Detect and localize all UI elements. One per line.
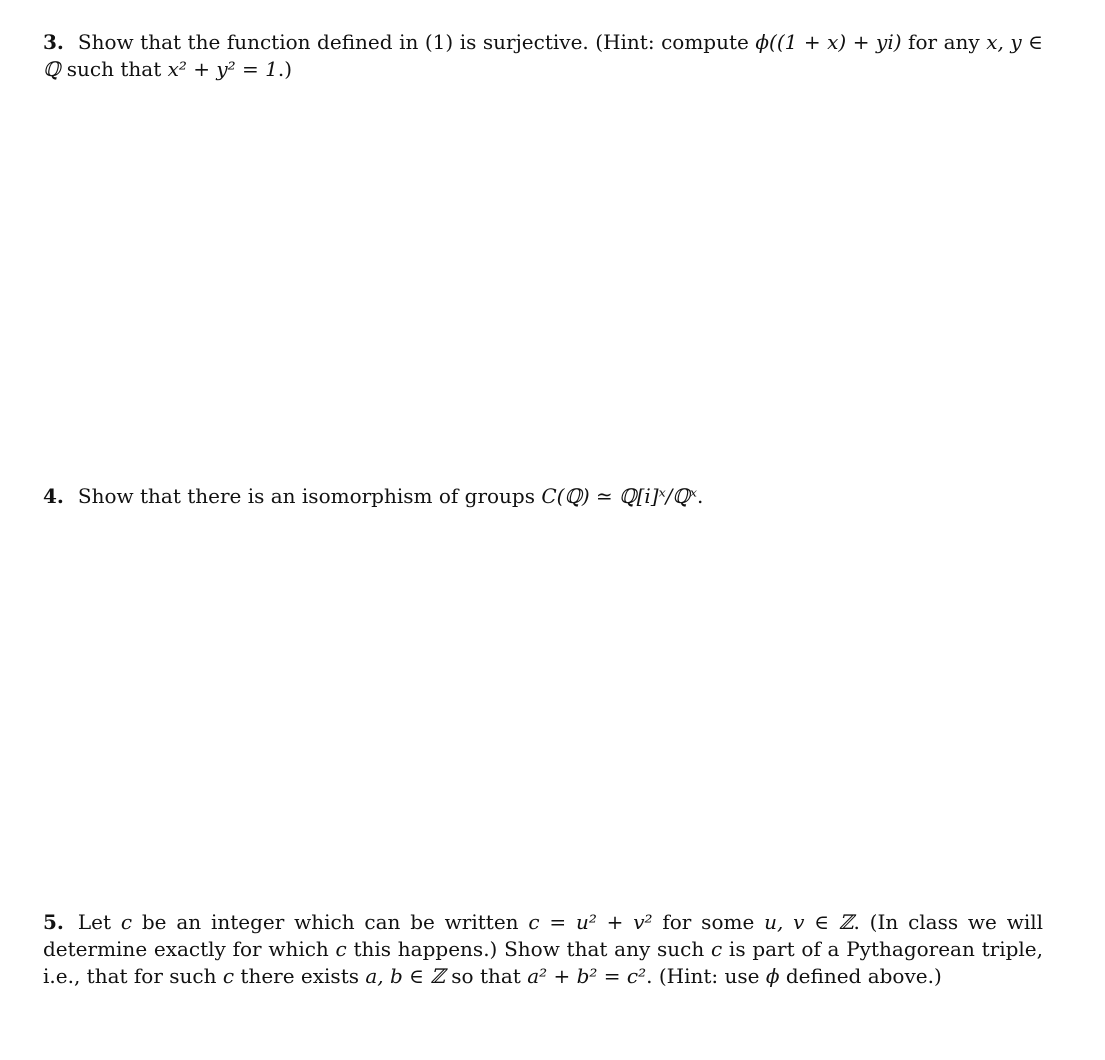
problem-text: there exists [234,964,366,988]
problem-text: such that [60,57,168,81]
math-expression: a² + b² = c² [527,964,647,988]
problem-text: for any [901,30,987,54]
problem-text: . [696,484,704,508]
math-expression: c [120,910,133,934]
problem-text: .) [277,57,293,81]
math-expression: C(ℚ) ≃ ℚ[i]ˣ/ℚˣ [541,484,697,508]
problem-text: defined above.) [779,964,942,988]
math-expression: u, v ∈ ℤ [764,910,854,934]
problem-text: this happens.) Show that any such [346,937,711,961]
math-expression: a, b ∈ ℤ [365,964,445,988]
math-expression: c [710,937,723,961]
problem-text: . (Hint: use [646,964,766,988]
problem-number: 4. [43,484,64,508]
math-expression: c [335,937,347,961]
problem-text: for some [652,910,765,934]
problem-text: so that [444,964,528,988]
problem-text: Let [77,910,121,934]
math-expression: ϕ [765,964,780,988]
math-expression: c = u² + v² [528,910,653,934]
problem-text: is part of a Pythagorean triple, i.e., that for such [43,937,1043,988]
math-expression: x² + y² = 1 [167,57,278,81]
math-expression: ϕ((1 + x) + yi) [755,30,902,54]
math-expression: c [222,964,235,988]
problem-text: be an integer which can be written [132,910,529,934]
problem-text: . (In class we will determine exactly for which [43,910,1044,961]
problem-5 [43,909,1043,990]
problem-number: 5. [43,910,64,934]
problem-number: 3. [43,30,64,54]
problem-text: Show that there is an isomorphism of groups [77,484,542,508]
math-expression: x, y ∈ ℚ [43,30,1043,81]
problem-3 [43,29,1043,83]
problem-text: Show that the function defined in (1) is surjective. (Hint: compute [77,30,756,54]
problem-4 [43,483,1043,510]
